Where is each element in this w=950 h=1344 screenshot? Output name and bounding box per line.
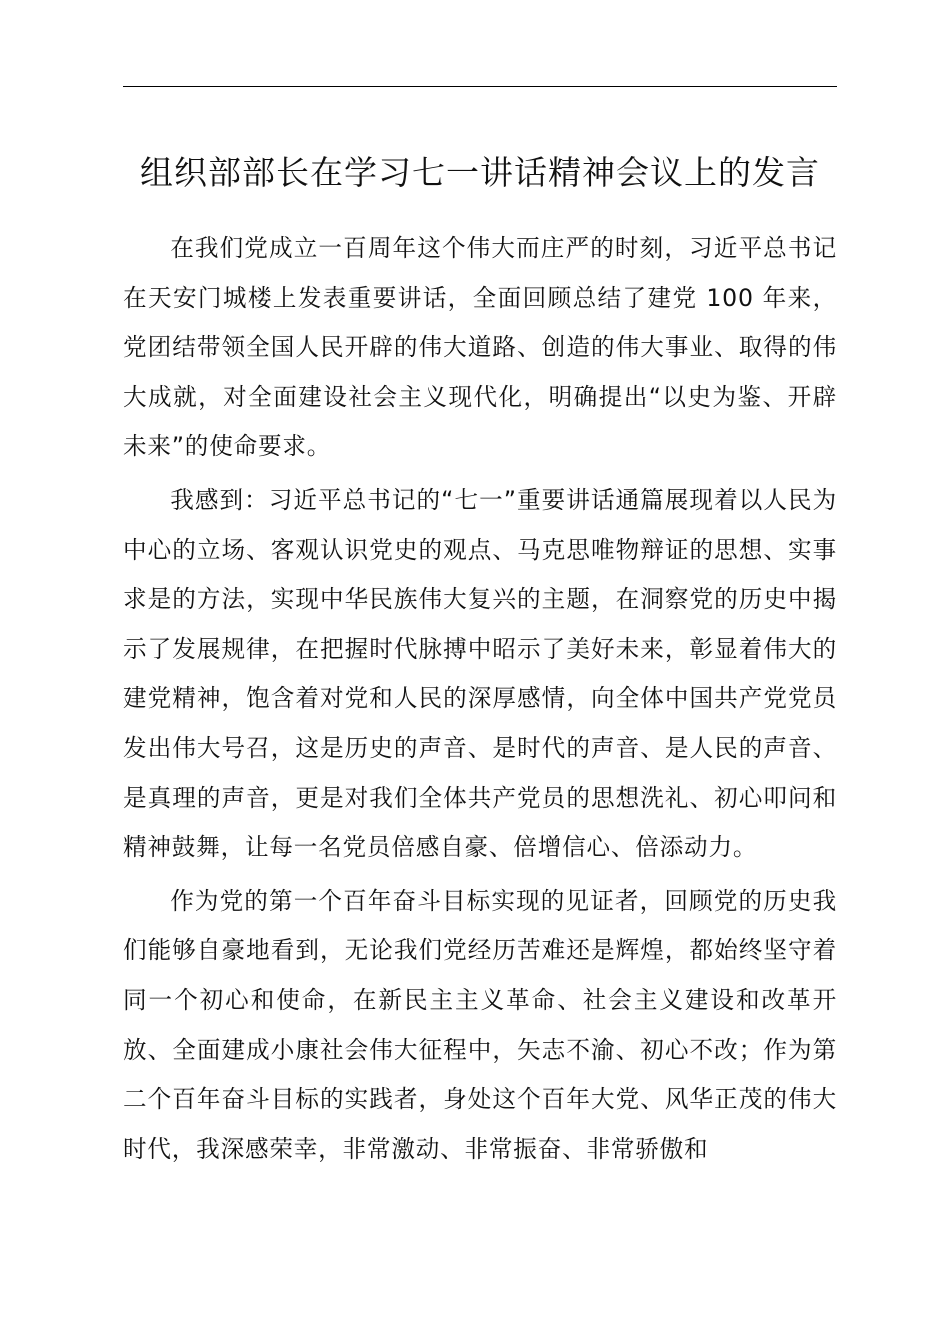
paragraph-3: 作为党的第一个百年奋斗目标实现的见证者，回顾党的历史我们能够自豪地看到，无论我们党经历苦难还是辉煌，都始终坚守着同一个初心和使命，在新民主主义革命、社会主义建设和改革开放、全面建成小康社会伟大征程中，矢志不渝、初心不改；作为第二个百年奋斗目标的实践者，身处这个百年大党、风华正茂的伟大时代，我深感荣幸，非常激动、非常振奋、非常骄傲和 xyxy=(123,886,837,1163)
paragraph-1: 在我们党成立一百周年这个伟大而庄严的时刻，习近平总书记在天安门城楼上发表重要讲话，全面回顾总结了建党 100 年来，党团结带领全国人民开辟的伟大道路、创造的伟大事业、取得的伟大成就，对全面建设社会主义现代化，明确提出“以史为鉴、开辟未来”的使命要求。 xyxy=(123,234,837,461)
header-rule xyxy=(123,86,837,87)
document-title: 组织部部长在学习七一讲话精神会议上的发言 xyxy=(140,153,820,192)
paragraph-2: 我感到：习近平总书记的“七一”重要讲话通篇展现着以人民为中心的立场、客观认识党史的观点、马克思唯物辩证的思想、实事求是的方法，实现中华民族伟大复兴的主题，在洞察党的历史中揭示了发展规律，在把握时代脉搏中昭示了美好未来，彰显着伟大的建党精神，饱含着对党和人民的深厚感情，向全体中国共产党党员发出伟大号召，这是历史的声音、是时代的声音、是人民的声音、是真理的声音，更是对我们全体共产党员的思想洗礼、初心叩问和精神鼓舞，让每一名党员倍感自豪、倍增信心、倍添动力。 xyxy=(123,485,837,862)
document-body xyxy=(123,224,837,1178)
